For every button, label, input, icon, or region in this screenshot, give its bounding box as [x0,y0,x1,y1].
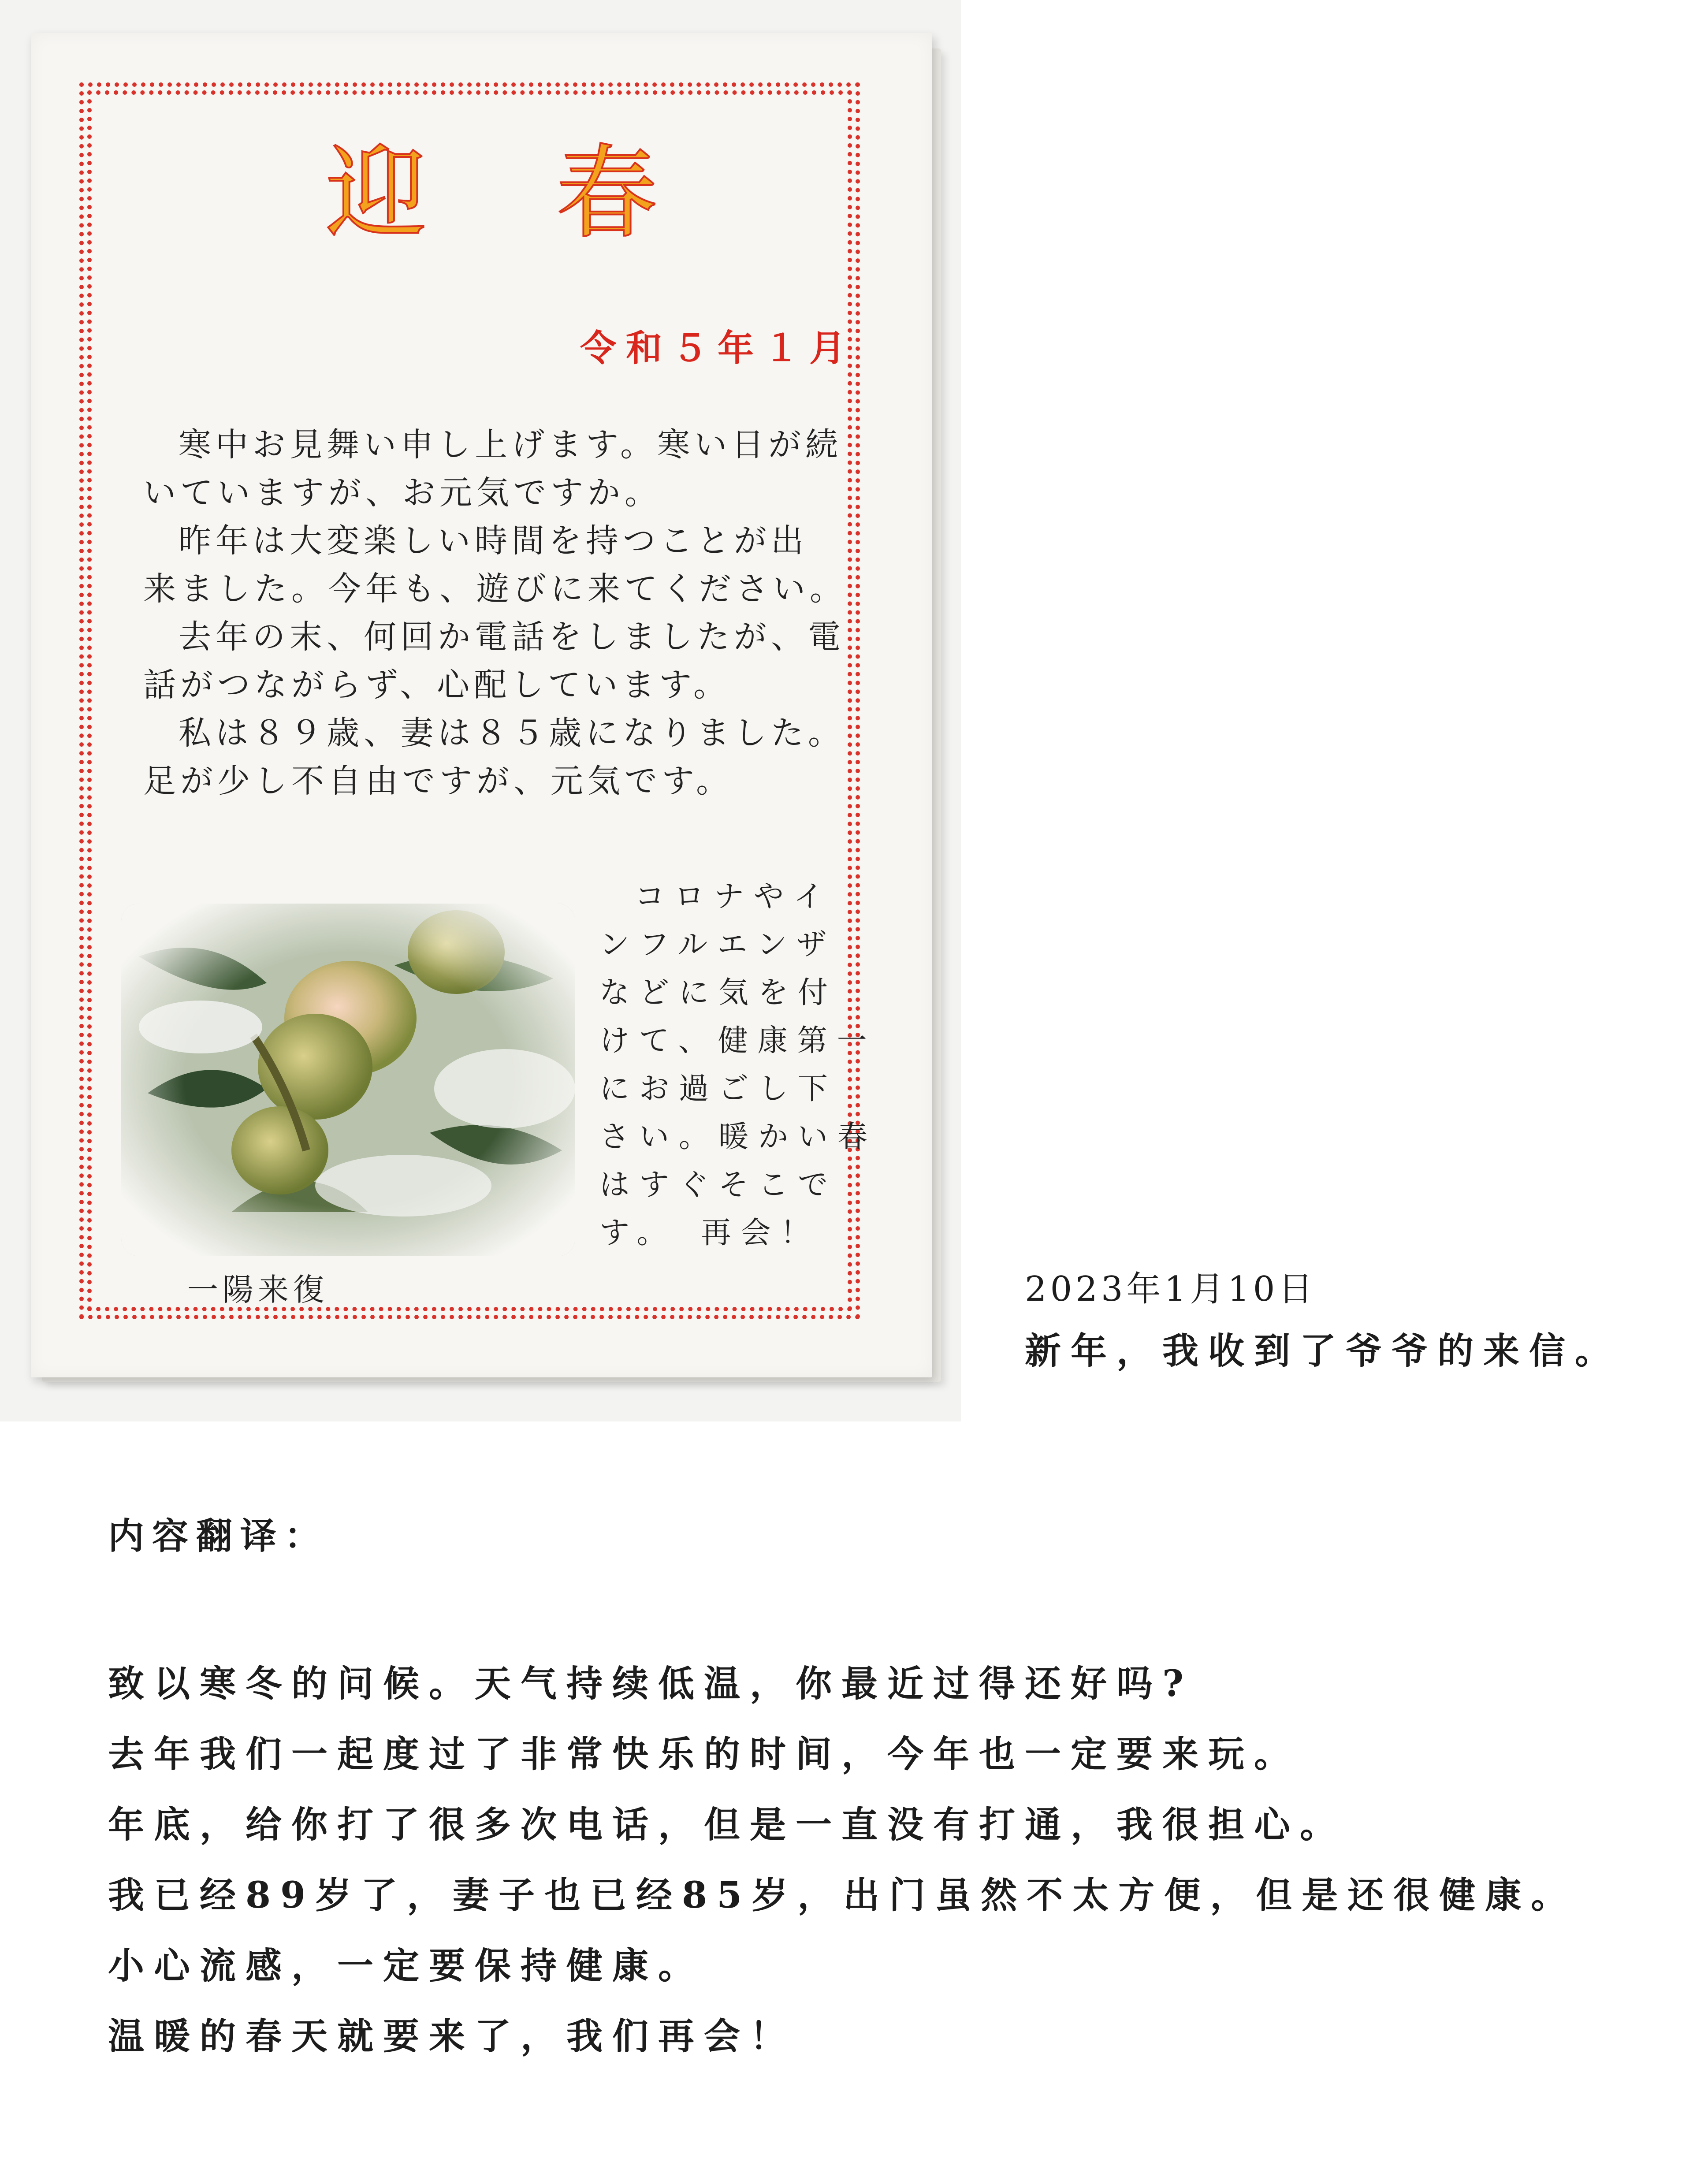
new-year-card [31,33,932,1377]
letter-line: 去年の末、何回か電話をしましたが、電 [179,618,845,656]
letter-line: 話がつながらず、心配しています。 [143,666,731,704]
side-note-line: けて、健康第一 [599,1023,877,1058]
camellia-bud-image [121,904,575,1256]
translation-line: 小心流感，一定要保持健康。 [108,1945,704,1987]
caption-date: 2023年1月10日 [1025,1269,1317,1309]
card-title: 迎 春 [325,135,706,253]
photo-caption [1025,1258,1621,1382]
translation-line: 温暖的春天就要来了，我们再会！ [108,2015,796,2058]
letter-line: 昨年は大変楽しい時間を持つことが出 [179,522,808,560]
letter-line: 寒中お見舞い申し上げます。寒い日が続 [179,426,843,464]
card-date: 令和５年１月 [580,327,855,369]
letter-line: いていますが、お元気ですか。 [143,474,662,512]
translation-line: 去年我们一起度过了非常快乐的时间，今年也一定要来玩。 [108,1733,1300,1775]
caption-text: 新年，我收到了爷爷的来信。 [1025,1330,1621,1372]
letter-line: 私は８９歳、妻は８５歳になりました。 [179,714,845,752]
translation-body [108,1648,1577,2072]
translation-heading: 内容翻译： [108,1515,329,1557]
letter-photo [0,0,961,1421]
side-note-line: などに気を付 [599,975,838,1010]
side-note-line: す。 再会！ [599,1216,820,1250]
translation-line: 我已经89岁了，妻子也已经85岁，出门虽然不太方便，但是还很健康。 [108,1874,1577,1916]
card-motto: 一陽来復 [187,1272,328,1308]
translation-line: 年底，给你打了很多次电话，但是一直没有打通，我很担心。 [108,1804,1346,1846]
letter-line: 足が少し不自由ですが、元気です。 [143,762,733,800]
side-note-line: コロナやイ [635,879,834,914]
letter-line: 来ました。今年も、遊びに来てください。 [143,570,847,608]
side-note [599,873,878,1257]
translation-line: 致以寒冬的问候。天气持续低温，你最近过得还好吗? [108,1663,1194,1705]
letter-body [143,421,875,805]
side-note-line: にお過ごし下 [599,1072,838,1106]
side-note-line: ンフルエンザ [599,927,837,962]
side-note-line: さい。暖かい春 [599,1120,878,1154]
side-note-line: はすぐそこで [599,1168,838,1202]
